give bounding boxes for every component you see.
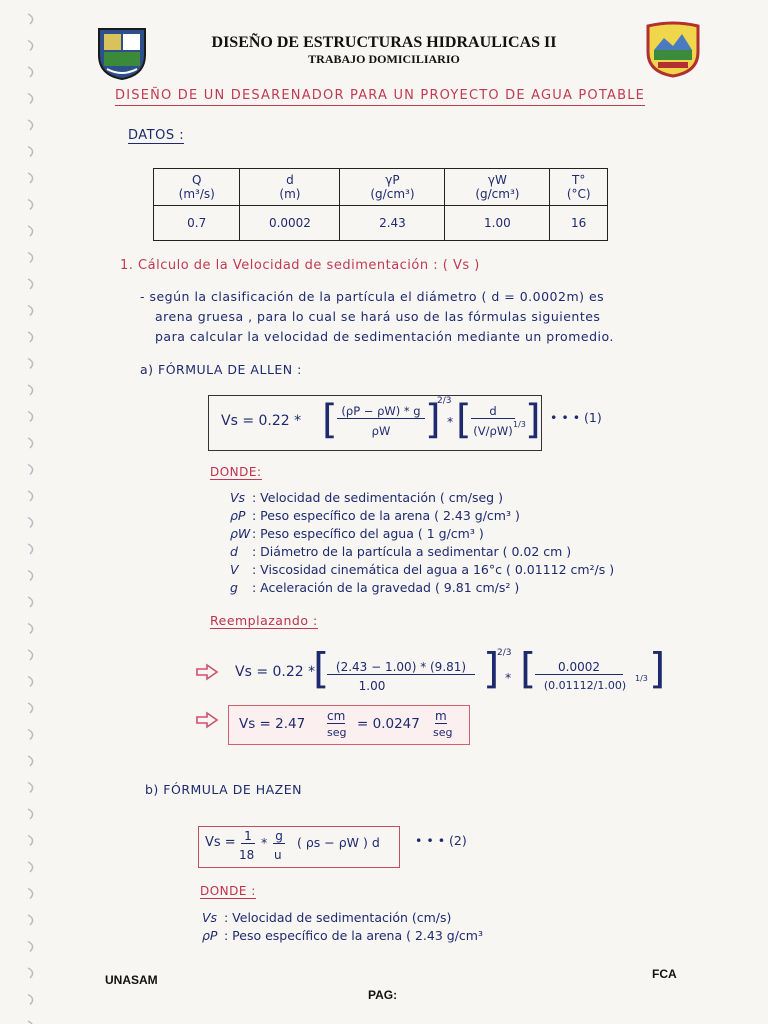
definition-text: : Viscosidad cinemática del agua a 16°c ( 0.01112 cm²/s ) — [252, 562, 615, 577]
table-cell: 2.43 — [340, 206, 445, 241]
definition-text: : Velocidad de sedimentación (cm/s) — [224, 910, 452, 925]
hazen-equation-number: • • • (2) — [415, 833, 467, 848]
allen-donde-label: DONDE: — [210, 465, 262, 479]
section-1-title: 1. Cálculo de la Velocidad de sedimentación : ( Vs ) — [120, 258, 480, 273]
hazen-frac2-num: g — [273, 829, 285, 844]
footer-right: FCA — [652, 967, 677, 981]
table-header-cell: Q (m³/s) — [154, 169, 240, 206]
substitution-den2: (0.01112/1.00) — [543, 679, 627, 692]
hazen-rest: ( ρs − ρW ) d — [297, 835, 380, 850]
result-unit2-den: seg — [433, 726, 453, 739]
hazen-frac2-den: u — [274, 848, 282, 862]
definition-symbol: g — [230, 580, 238, 595]
substitution-exp1: 2/3 — [497, 648, 512, 658]
main-title: DISEÑO DE UN DESARENADOR PARA UN PROYECTO DE AGUA POTABLE — [115, 88, 645, 103]
definition-row — [230, 544, 571, 559]
definition-text: : Peso específico del agua ( 1 g/cm³ ) — [252, 526, 484, 541]
substitution-lhs: Vs = 0.22 * — [235, 664, 316, 680]
definition-text: : Aceleración de la gravedad ( 9.81 cm/s² ) — [252, 580, 520, 595]
footer-left: UNASAM — [105, 973, 158, 987]
document-header-subtitle: TRABAJO DOMICILIARIO — [308, 52, 460, 66]
definition-row — [230, 526, 484, 541]
definition-symbol: Vs — [202, 910, 218, 925]
definition-row — [202, 910, 451, 925]
reemplazando-label: Reemplazando : — [210, 613, 318, 628]
result-unit1-num: cm — [327, 709, 346, 723]
allen-result-box — [228, 705, 470, 745]
table-cell: 0.7 — [154, 206, 240, 241]
table-header-cell: γW (g/cm³) — [445, 169, 550, 206]
hazen-donde-label: DONDE : — [200, 884, 256, 898]
document-header-title: DISEÑO DE ESTRUCTURAS HIDRAULICAS II — [211, 34, 557, 51]
definition-row — [230, 562, 614, 577]
hazen-frac1-num: 1 — [241, 829, 255, 844]
definition-row — [230, 580, 519, 595]
paragraph-line: - según la clasificación de la partícula el diámetro ( d = 0.0002m) es — [140, 289, 605, 304]
result-unit1-den: seg — [327, 726, 347, 739]
allen-substitution: Vs = 0.22 * [ (2.43 − 1.00) * (9.81) 1.00 ] 2/3 * [ 0.0002 (0.01112/1.00) 1/3 ] — [235, 644, 666, 693]
hazen-frac1-den: 18 — [239, 848, 255, 862]
result-mid: = 0.0247 — [357, 716, 420, 732]
table-cell: 16 — [550, 206, 608, 241]
definition-text: : Diámetro de la partícula a sedimentar ( 0.02 cm ) — [252, 544, 572, 559]
hazen-lhs: Vs = — [205, 835, 236, 850]
definition-symbol: ρW — [230, 526, 251, 541]
paragraph-line: para calcular la velocidad de sedimentación mediante un promedio. — [155, 329, 614, 344]
allen-formula-label: a) FÓRMULA DE ALLEN : — [140, 362, 302, 377]
definition-symbol: d — [230, 544, 238, 559]
definition-symbol: ρP — [230, 508, 246, 523]
definition-text: : Peso específico de la arena ( 2.43 g/cm³ — [224, 928, 483, 943]
allen-exp2: 1/3 — [513, 420, 526, 429]
allen-exp1: 2/3 — [437, 396, 452, 406]
footer-page: PAG: — [368, 988, 398, 1002]
result-lhs: Vs = 2.47 — [239, 716, 306, 732]
allen-num1: (ρP − ρW) * g — [337, 404, 425, 419]
allen-den2: (V/ρW) — [473, 424, 513, 438]
substitution-den1: 1.00 — [358, 679, 386, 693]
paragraph-line: arena gruesa , para lo cual se hará uso de las fórmulas siguientes — [155, 309, 601, 324]
substitution-exp2: 1/3 — [635, 674, 648, 683]
table-cell: 0.0002 — [240, 206, 340, 241]
allen-formula-box: Vs = 0.22 * [ (ρP − ρW) * g ρW ] 2/3 * [ d (V/ρW) 1/3 ] — [208, 395, 542, 451]
substitution-num1: (2.43 − 1.00) * (9.81) — [327, 660, 475, 675]
definition-symbol: V — [230, 562, 239, 577]
hazen-formula-box: Vs = 1 18 * g u ( ρs − ρW ) d — [198, 826, 400, 868]
definition-row — [230, 508, 520, 523]
definition-row — [230, 490, 503, 505]
datos-label: DATOS : — [128, 128, 185, 143]
table-row — [154, 206, 608, 241]
allen-den1: ρW — [371, 424, 391, 438]
substitution-num2: 0.0002 — [535, 660, 623, 675]
result-unit2-num: m — [435, 709, 447, 723]
table-header-cell: γP (g/cm³) — [340, 169, 445, 206]
table-header-row — [154, 169, 608, 206]
definition-text: : Peso específico de la arena ( 2.43 g/cm³ ) — [252, 508, 520, 523]
data-table — [153, 168, 608, 241]
allen-num2: d — [471, 404, 515, 419]
allen-equation-number: • • • (1) — [550, 410, 602, 425]
definition-symbol: Vs — [230, 490, 246, 505]
definition-row — [202, 928, 483, 943]
allen-formula-lhs: Vs = 0.22 * — [221, 413, 302, 429]
definition-text: : Velocidad de sedimentación ( cm/seg ) — [252, 490, 503, 505]
table-header-cell: T° (°C) — [550, 169, 608, 206]
notebook-spiral-binding — [0, 0, 40, 1024]
table-header-cell: d (m) — [240, 169, 340, 206]
table-cell: 1.00 — [445, 206, 550, 241]
arrow-right-icon — [195, 711, 219, 729]
hazen-formula-label: b) FÓRMULA DE HAZEN — [145, 782, 302, 797]
definition-symbol: ρP — [202, 928, 218, 943]
arrow-right-icon — [195, 663, 219, 681]
